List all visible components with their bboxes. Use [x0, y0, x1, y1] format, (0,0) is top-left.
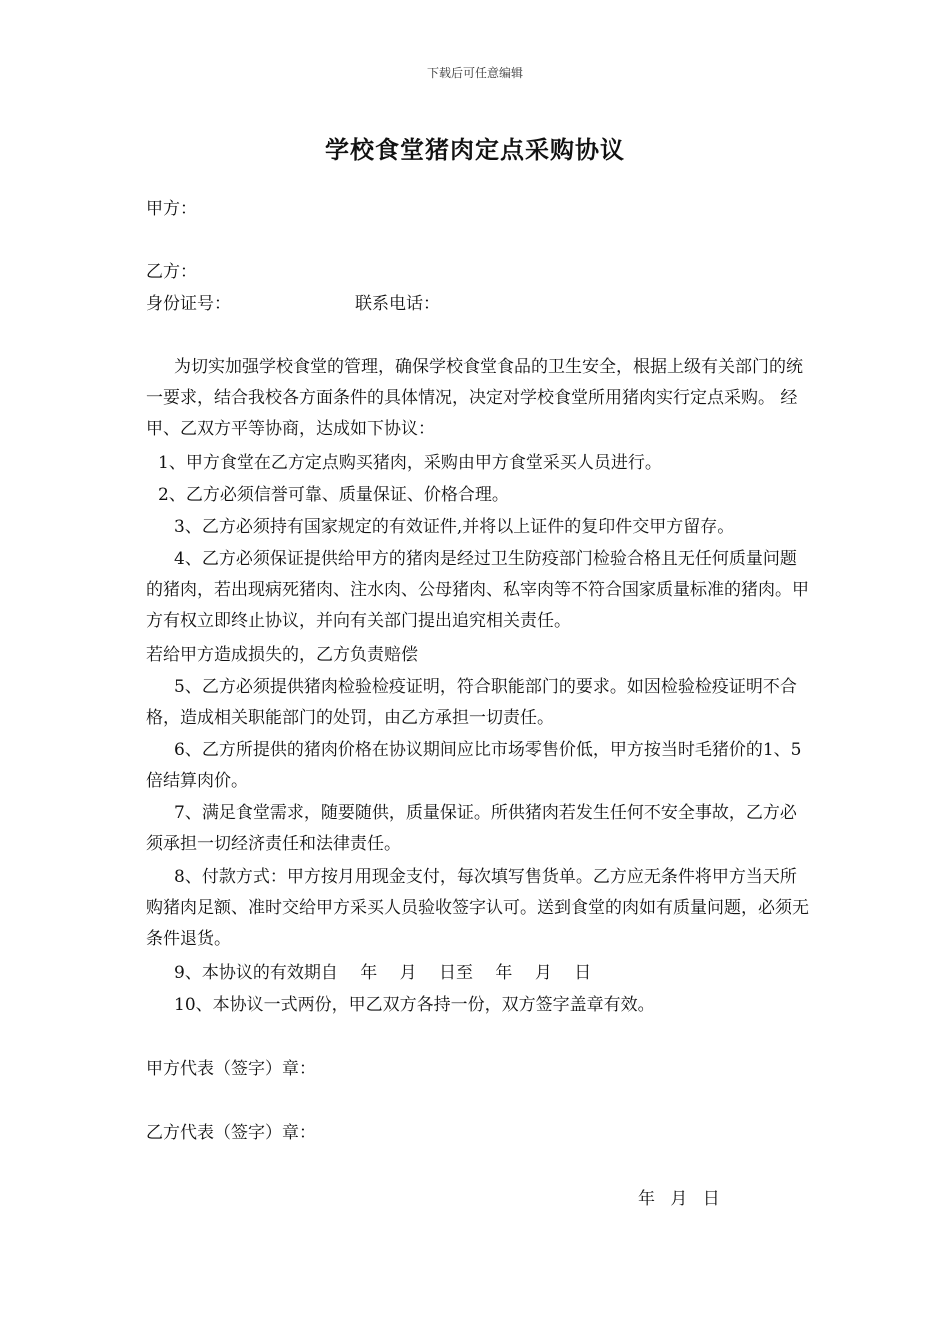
clause-6: 6、乙方所提供的猪肉价格在协议期间应比市场零售价低，甲方按当时毛猪价的1、5倍结算肉价。 — [146, 740, 802, 791]
party-b-label: 乙方： — [146, 262, 197, 282]
party-b-signature: 乙方代表（签字）章： — [146, 1123, 316, 1143]
clause-1: 1、甲方食堂在乙方定点购买猪肉，采购由甲方食堂采买人员进行。 — [158, 453, 662, 473]
clause-7: 7、满足食堂需求，随要随供，质量保证。所供猪肉若发生任何不安全事故，乙方必须承担一切经济责任和法律责任。 — [146, 803, 797, 854]
clause-4-continuation: 若给甲方造成损失的，乙方负责赔偿 — [146, 645, 418, 665]
clause-2: 2、乙方必须信誉可靠、质量保证、价格合理。 — [158, 485, 509, 505]
party-b-contact-row — [146, 289, 440, 320]
id-number-label: 身份证号： — [146, 294, 231, 314]
signature-date: 年 月 日 — [638, 1189, 720, 1209]
clause-4: 4、乙方必须保证提供给甲方的猪肉是经过卫生防疫部门检验合格且无任何质量问题的猪肉，若出现病死猪肉、注水肉、公母猪肉、私宰肉等不符合国家质量标准的猪肉。甲方有权立即终止协议，并向有关部门提出追究相关责任。 — [146, 549, 809, 631]
clause-10: 10、本协议一式两份，甲乙双方各持一份，双方签字盖章有效。 — [174, 995, 655, 1015]
party-a-label: 甲方： — [146, 199, 197, 219]
party-a-signature: 甲方代表（签字）章： — [146, 1059, 316, 1079]
clause-3: 3、乙方必须持有国家规定的有效证件,并将以上证件的复印件交甲方留存。 — [174, 517, 735, 537]
page-header-note: 下载后可任意编辑 — [426, 66, 523, 80]
clause-9: 9、本协议的有效期自 年 月 日至 年 月 日 — [174, 963, 592, 983]
intro-paragraph: 为切实加强学校食堂的管理，确保学校食堂食品的卫生安全，根据上级有关部门的统一要求，结合我校各方面条件的具体情况，决定对学校食堂所用猪肉实行定点采购。 经甲、乙双方平等协商，达成如下协议： — [146, 357, 803, 439]
clause-5: 5、乙方必须提供猪肉检验检疫证明，符合职能部门的要求。如因检验检疫证明不合格，造成相关职能部门的处罚，由乙方承担一切责任。 — [146, 677, 797, 728]
clause-8: 8、付款方式：甲方按月用现金支付，每次填写售货单。乙方应无条件将甲方当天所购猪肉足额、准时交给甲方采买人员验收签字认可。送到食堂的肉如有质量问题，必须无条件退货。 — [146, 867, 809, 949]
document-title: 学校食堂猪肉定点采购协议 — [325, 135, 625, 164]
phone-label: 联系电话： — [355, 294, 440, 314]
